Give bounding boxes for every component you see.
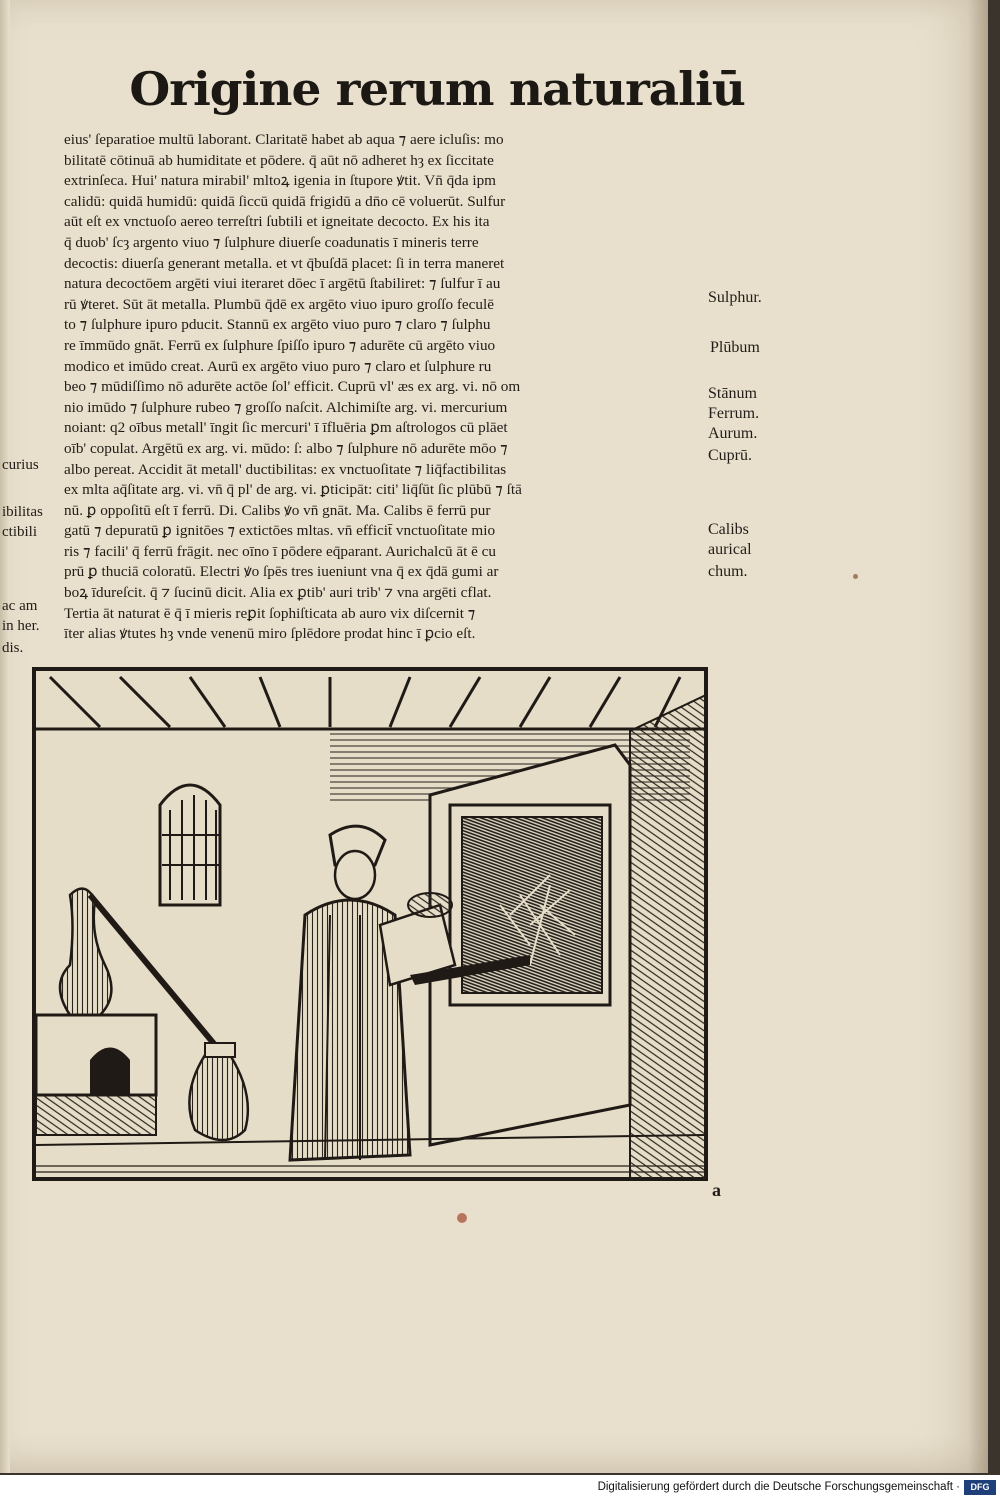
dfg-logo: DFG: [964, 1480, 996, 1495]
text-line: beo ⁊ mūdiſſimo nō adurēte actōe ſol' efficit. Cuprū vl' æs ex arg. vi. nō om: [64, 378, 521, 396]
text-line: oīb' copulat. Argētū ex arg. vi. mūdo: ſ: albo ⁊ ſulphure nō adurēte mōo ⁊: [64, 439, 508, 457]
funding-credit: Digitalisierung gefördert durch die Deutsche Forschungsgemeinschaft ·: [597, 1481, 960, 1493]
ceiling: [36, 671, 704, 729]
text-line: īter alias ꝟtutes hȝ vnde venenū miro ſplēdore prodat hinc ī ꝑcio eſt.: [64, 625, 476, 643]
text-line: nio imūdo ⁊ ſulphure rubeo ⁊ groſſo naſcit. Alchimiſte arg. vi. mercurium: [64, 398, 508, 416]
page-stain: [457, 1213, 467, 1223]
left-margin-note: ctibili: [2, 524, 37, 540]
signature-mark: a: [712, 1180, 721, 1200]
text-line: ris ⁊ facili' q̄ ferrū frāgit. nec oīno ī pōdere eq̄parant. Aurichalcū āt ē cu: [64, 542, 496, 560]
margin-note-stannum: Stānum: [708, 385, 757, 402]
left-margin-note: dis.: [2, 640, 24, 656]
margin-note-ferrum: Ferrum.: [708, 405, 760, 422]
text-line: Tertia āt naturat ē q̄ ī mieris reꝑit ſophiſticata ab auro vix diſcernit ⁊: [64, 604, 476, 622]
text-line: q̄ duob' ſcȝ argento viuo ⁊ ſulphure diuerſe coadunatis ī mineris terre: [64, 233, 479, 251]
left-margin-note: in her.: [2, 618, 40, 634]
furnace: [430, 745, 630, 1145]
left-margin-note: ac am: [2, 598, 38, 614]
text-line: re īmmūdo gnāt. Ferrū ex ſulphure ſpiſſo ipuro ⁊ adurēte cū argēto viuo: [64, 336, 496, 354]
margin-note-chum: chum.: [708, 563, 748, 580]
running-header: Origine rerum naturaliū: [129, 62, 745, 116]
text-line: natura decoctōem argēti viui iteraret dōec ī argētū ſtabiliret: ⁊ ſulfur ī au: [64, 275, 501, 293]
page-stain: [853, 574, 858, 579]
text-line: rū ꝟteret. Sūt āt metalla. Plumbū q̄dē ex argēto viuo ipuro groſſo feculē: [64, 295, 494, 313]
footer-bar: [0, 1475, 1000, 1500]
woodcut-illustration: [30, 665, 710, 1185]
text-line: ex mlta aq̄ſitate arg. vi. vn̄ q̄ pl' de arg. vi. ꝑticipāt: citi' liq̄ſūt ſic plūbū ⁊ ſtā: [64, 481, 522, 499]
margin-note-cuprum: Cuprū.: [708, 447, 752, 464]
left-margin-note: curius: [2, 457, 39, 473]
text-line: boꝝ īdureſcit. q̄ ⁊ ſucinū dicit. Alia ex ꝑtib' auri trib' ⁊ vna argēti cflat.: [64, 584, 492, 602]
text-line: aūt eſt ex vnctuoſo aereo terreſtri ſubtili et igneitate decocto. Ex his ita: [64, 213, 490, 231]
text-line: nū. ꝑ oppoſitū eſt ī ferrū. Di. Calibs ꝟo vn̄ gnāt. Ma. Calibs ē ferrū pur: [64, 501, 491, 519]
text-line: noiant: q2 oībus metall' īngit ſic mercuri' ī īfluēria ꝑm aſtrologos cū plāet: [64, 419, 508, 437]
page-gutter: [0, 0, 10, 1473]
text-line: modico et imūdo creat. Aurū ex argēto viuo puro ⁊ claro et ſulphure ru: [64, 357, 492, 375]
left-margin-note: ibilitas: [2, 504, 43, 520]
text-line: gatū ⁊ depuratū ꝑ ignitōes ⁊ extictōes mltas. vn̄ efficit̄ vnctuoſitate mio: [64, 522, 496, 540]
text-line: prū ꝑ thuciā coloratū. Electri ꝟo ſpēs tres iueniunt vna q̄ ex q̄dā gumi ar: [64, 563, 499, 581]
margin-note-calibs: Calibs: [708, 521, 749, 538]
margin-note-aurical: aurical: [708, 541, 752, 558]
text-line: albo pereat. Accidit āt metall' ductibilitas: ex vnctuoſitate ⁊ liq̄factibilitas: [64, 460, 507, 478]
text-line: eius' ſeparatioe multū laborant. Claritatē habet ab aqua ⁊ aere icluſis: mo: [64, 131, 504, 148]
body-text: [64, 130, 714, 645]
text-line: calidū: quidā humidū: quidā ſiccū quidā frigidū a dn̄o cē voluerūt. Sulfur: [64, 192, 506, 210]
text-line: to ⁊ ſulphure ipuro pducit. Stannū ex argēto viuo puro ⁊ claro ⁊ ſulphu: [64, 316, 491, 334]
margin-note-plumbum: Plūbum: [710, 339, 760, 356]
margin-note-aurum: Aurum.: [708, 425, 758, 442]
window: [160, 785, 220, 905]
text-line: decoctis: diuerſa generant metalla. et vt q̄buſdā placet: ſi in terra maneret: [64, 254, 505, 272]
text-line: bilitatē cōtinuā ab humiditate et pōdere. q̄ aūt nō adheret hȝ ex ſiccitate: [64, 151, 494, 169]
text-line: extrinſeca. Hui' natura mirabil' mltoꝝ igenia in ſtupore ꝟtit. Vn̄ q̄da ipm: [64, 172, 496, 190]
margin-note-sulphur: Sulphur.: [708, 289, 762, 306]
